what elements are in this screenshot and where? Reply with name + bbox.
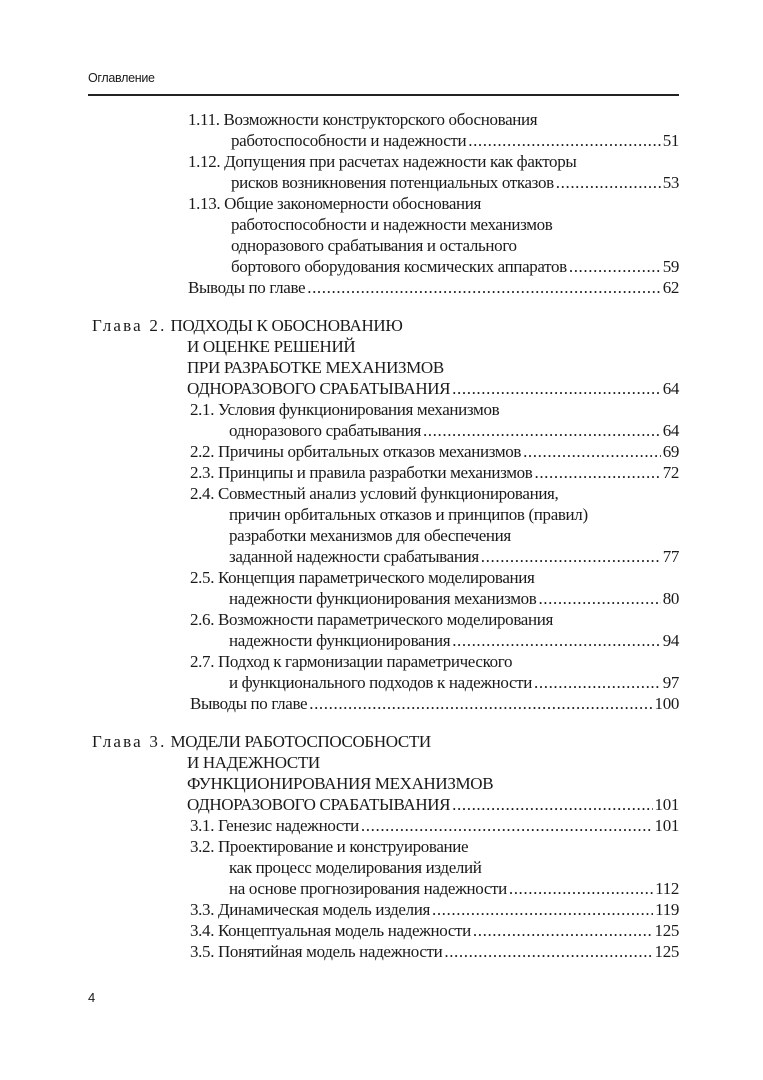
toc-page-number: 119 bbox=[655, 900, 679, 919]
toc-line bbox=[0, 815, 679, 836]
toc-page-number: 69 bbox=[662, 442, 679, 461]
toc-line-text: 1.12. Допущения при расчетах надежности как факторы bbox=[188, 152, 577, 171]
dot-leader bbox=[569, 256, 661, 277]
toc-line bbox=[0, 941, 679, 962]
toc-line bbox=[0, 920, 679, 941]
toc-entry-section[interactable] bbox=[0, 815, 763, 836]
toc-line bbox=[0, 441, 679, 462]
toc-group bbox=[0, 315, 763, 714]
toc-line-text: надежности функционирования bbox=[229, 631, 451, 650]
toc-line bbox=[0, 752, 679, 773]
toc-line-text: 3.1. Генезис надежности bbox=[190, 816, 359, 835]
toc-page-number: 94 bbox=[662, 631, 679, 650]
dot-leader bbox=[444, 941, 652, 962]
toc-page-number: 125 bbox=[654, 942, 679, 961]
toc-entry-section[interactable] bbox=[0, 609, 763, 651]
toc-line-text: ОДНОРАЗОВОГО СРАБАТЫВАНИЯ bbox=[187, 795, 451, 814]
toc-line-text: как процесс моделирования изделий bbox=[229, 858, 482, 877]
toc-line-text: ОДНОРАЗОВОГО СРАБАТЫВАНИЯ bbox=[187, 379, 451, 398]
toc-line-text: разработки механизмов для обеспечения bbox=[229, 526, 511, 545]
toc-line bbox=[0, 609, 679, 630]
toc-line bbox=[0, 899, 679, 920]
dot-leader bbox=[309, 693, 652, 714]
toc-entry-section[interactable] bbox=[0, 462, 763, 483]
toc-line-text: 2.3. Принципы и правила разработки механизмов bbox=[190, 463, 533, 482]
toc-line bbox=[0, 109, 679, 130]
toc-line bbox=[0, 193, 679, 214]
toc-group bbox=[0, 731, 763, 962]
toc-line bbox=[0, 399, 679, 420]
toc-line-text: 2.6. Возможности параметрического моделирования bbox=[190, 610, 553, 629]
toc-line bbox=[0, 773, 679, 794]
toc-line bbox=[0, 214, 679, 235]
toc-line bbox=[0, 277, 679, 298]
toc-page-number: 62 bbox=[662, 278, 679, 297]
toc-line-text: 3.5. Понятийная модель надежности bbox=[190, 942, 443, 961]
toc-line-text: Выводы по главе bbox=[190, 694, 308, 713]
toc-page-number: 64 bbox=[662, 421, 679, 440]
toc-line bbox=[0, 315, 679, 336]
toc-line-text: и функционального подходов к надежности bbox=[229, 673, 533, 692]
toc-entry-summary[interactable] bbox=[0, 277, 763, 298]
toc-line-text: надежности функционирования механизмов bbox=[229, 589, 537, 608]
toc-page-number: 100 bbox=[654, 694, 679, 713]
toc-line-text: 1.13. Общие закономерности обоснования bbox=[188, 194, 482, 213]
toc-line bbox=[0, 567, 679, 588]
chapter-label: Глава 3. bbox=[92, 732, 167, 751]
toc-page-number: 101 bbox=[654, 795, 679, 814]
toc-line-text: 3.4. Концептуальная модель надежности bbox=[190, 921, 471, 940]
toc-line-text: 1.11. Возможности конструкторского обоснования bbox=[188, 110, 538, 129]
dot-leader bbox=[432, 899, 653, 920]
toc-entry-section[interactable] bbox=[0, 483, 763, 567]
toc-line bbox=[0, 151, 679, 172]
toc-line bbox=[0, 588, 679, 609]
dot-leader bbox=[452, 630, 661, 651]
chapter-label: Глава 2. bbox=[92, 316, 167, 335]
toc-line bbox=[0, 357, 679, 378]
toc-line-text: И НАДЕЖНОСТИ bbox=[187, 753, 320, 772]
dot-leader bbox=[538, 588, 660, 609]
toc-page-number: 97 bbox=[662, 673, 679, 692]
toc-line-text: 2.1. Условия функционирования механизмов bbox=[190, 400, 500, 419]
toc-line-text: 3.2. Проектирование и конструирование bbox=[190, 837, 469, 856]
toc-line-text: рисков возникновения потенциальных отказов bbox=[231, 173, 554, 192]
toc-page-number: 64 bbox=[662, 379, 679, 398]
toc-page-number: 51 bbox=[662, 131, 679, 150]
toc-line-text: 3.3. Динамическая модель изделия bbox=[190, 900, 430, 919]
toc-page-number: 72 bbox=[662, 463, 679, 482]
toc-entry-section[interactable] bbox=[0, 836, 763, 899]
toc-entry-chapter[interactable] bbox=[0, 315, 763, 399]
toc-line-text: одноразового срабатывания bbox=[229, 421, 421, 440]
dot-leader bbox=[452, 378, 661, 399]
toc-entry-section[interactable] bbox=[0, 567, 763, 609]
toc-line bbox=[0, 256, 679, 277]
toc-line bbox=[0, 651, 679, 672]
toc-line-text: 2.7. Подход к гармонизации параметрического bbox=[190, 652, 513, 671]
toc-group bbox=[0, 109, 763, 298]
dot-leader bbox=[556, 172, 661, 193]
toc-entry-summary[interactable] bbox=[0, 693, 763, 714]
dot-leader bbox=[523, 441, 661, 462]
toc-page-number: 125 bbox=[654, 921, 679, 940]
toc-page-number: 101 bbox=[654, 816, 679, 835]
toc-entry-section[interactable] bbox=[0, 109, 763, 151]
toc-entry-chapter[interactable] bbox=[0, 731, 763, 815]
toc-line-text: причин орбитальных отказов и принципов (правил) bbox=[229, 505, 588, 524]
toc-line-text: 2.2. Причины орбитальных отказов механизмов bbox=[190, 442, 522, 461]
page-number: 4 bbox=[88, 990, 96, 1005]
toc-line bbox=[0, 235, 679, 256]
toc-entry-section[interactable] bbox=[0, 651, 763, 693]
dot-leader bbox=[468, 130, 660, 151]
dot-leader bbox=[534, 462, 660, 483]
toc-line bbox=[0, 630, 679, 651]
dot-leader bbox=[473, 920, 653, 941]
toc-line-text: заданной надежности срабатывания bbox=[229, 547, 479, 566]
toc-line bbox=[0, 672, 679, 693]
toc-line bbox=[0, 857, 679, 878]
toc-line-text: Выводы по главе bbox=[188, 278, 306, 297]
toc-line bbox=[0, 836, 679, 857]
toc-line-text: 2.4. Совместный анализ условий функционирования, bbox=[190, 484, 559, 503]
toc-line bbox=[0, 525, 679, 546]
toc-line-text: на основе прогнозирования надежности bbox=[229, 879, 507, 898]
dot-leader bbox=[307, 277, 660, 298]
table-of-contents bbox=[0, 109, 763, 979]
toc-line bbox=[0, 420, 679, 441]
toc-line bbox=[0, 336, 679, 357]
toc-page-number: 80 bbox=[662, 589, 679, 608]
toc-entry-section[interactable] bbox=[0, 193, 763, 277]
toc-entry-section[interactable] bbox=[0, 941, 763, 962]
toc-line bbox=[0, 878, 679, 899]
toc-entry-section[interactable] bbox=[0, 399, 763, 441]
toc-page-number: 53 bbox=[662, 173, 679, 192]
toc-line bbox=[0, 378, 679, 399]
toc-line-text: 2.5. Концепция параметрического моделирования bbox=[190, 568, 535, 587]
dot-leader bbox=[481, 546, 661, 567]
toc-line bbox=[0, 483, 679, 504]
toc-page-number: 112 bbox=[655, 879, 679, 898]
toc-line bbox=[0, 172, 679, 193]
dot-leader bbox=[509, 878, 653, 899]
toc-entry-section[interactable] bbox=[0, 920, 763, 941]
header-rule bbox=[88, 94, 679, 96]
toc-line-text: работоспособности и надежности bbox=[231, 131, 467, 150]
dot-leader bbox=[534, 672, 661, 693]
toc-line bbox=[0, 130, 679, 151]
toc-entry-section[interactable] bbox=[0, 151, 763, 193]
dot-leader bbox=[452, 794, 652, 815]
toc-line-text: бортового оборудования космических аппаратов bbox=[231, 257, 567, 276]
toc-line-text: одноразового срабатывания и остального bbox=[231, 236, 517, 255]
toc-line-text: ФУНКЦИОНИРОВАНИЯ МЕХАНИЗМОВ bbox=[187, 774, 494, 793]
toc-line bbox=[0, 693, 679, 714]
toc-line bbox=[0, 504, 679, 525]
toc-line bbox=[0, 546, 679, 567]
dot-leader bbox=[361, 815, 653, 836]
toc-page-number: 77 bbox=[662, 547, 679, 566]
toc-line-text: ПОДХОДЫ К ОБОСНОВАНИЮ bbox=[170, 316, 403, 335]
toc-line-text: ПРИ РАЗРАБОТКЕ МЕХАНИЗМОВ bbox=[187, 358, 444, 377]
toc-page-number: 59 bbox=[662, 257, 679, 276]
toc-line-text: работоспособности и надежности механизмов bbox=[231, 215, 553, 234]
toc-entry-section[interactable] bbox=[0, 441, 763, 462]
toc-line bbox=[0, 731, 679, 752]
toc-line bbox=[0, 462, 679, 483]
dot-leader bbox=[423, 420, 661, 441]
toc-line-text: МОДЕЛИ РАБОТОСПОСОБНОСТИ bbox=[170, 732, 431, 751]
toc-entry-section[interactable] bbox=[0, 899, 763, 920]
toc-line-text: И ОЦЕНКЕ РЕШЕНИЙ bbox=[187, 337, 356, 356]
running-head: Оглавление bbox=[88, 71, 155, 85]
toc-line bbox=[0, 794, 679, 815]
